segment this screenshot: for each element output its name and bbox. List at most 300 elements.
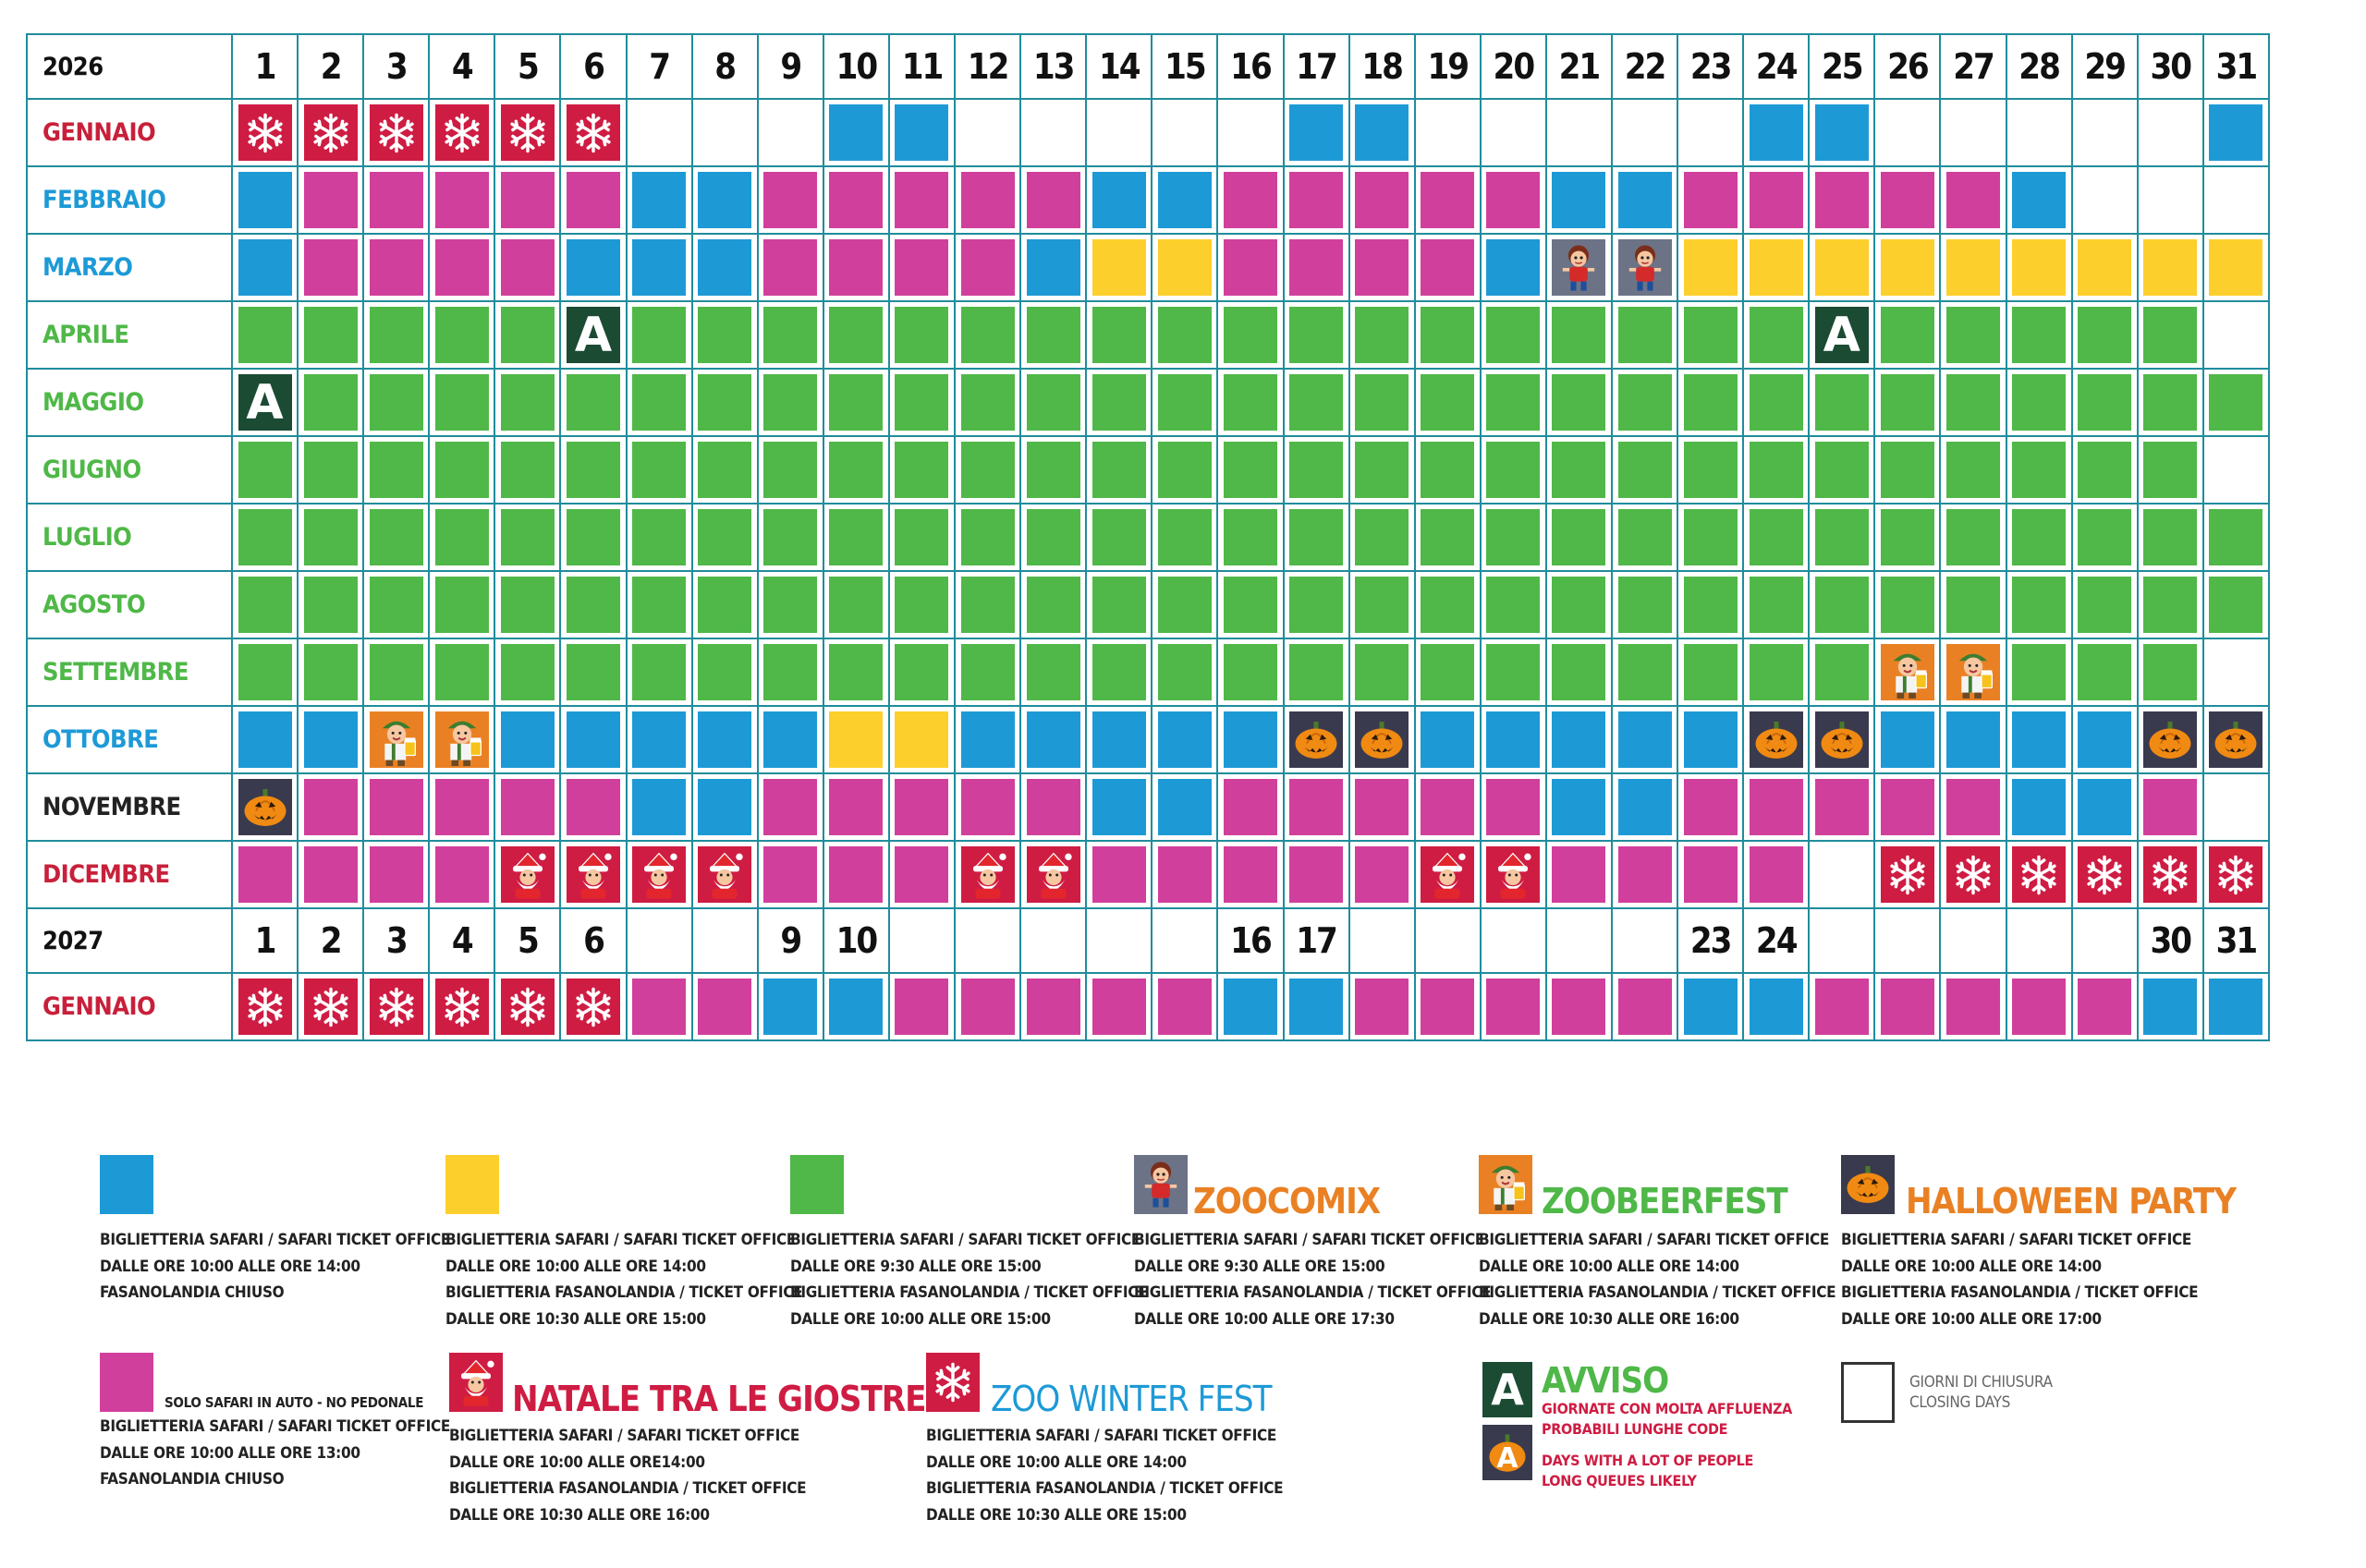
- winter-fest-day: [2209, 846, 2262, 903]
- day-cell: [1874, 773, 1940, 841]
- day-cell: [1809, 773, 1874, 841]
- green-day: [763, 374, 817, 431]
- day-cell: [232, 638, 298, 706]
- day-cell: [1152, 638, 1217, 706]
- day-cell: [298, 301, 363, 369]
- day-cell: [1217, 841, 1283, 908]
- day-cell: [1284, 504, 1349, 571]
- natale-day: [961, 846, 1015, 903]
- day-cell: [560, 234, 626, 301]
- magenta-day: [1224, 172, 1277, 228]
- day-number: 10: [823, 908, 889, 973]
- green-day: [2012, 509, 2066, 565]
- month-label: OTTOBRE: [27, 706, 232, 773]
- day-cell: [429, 369, 494, 436]
- day-number: [2072, 908, 2138, 973]
- legend-line: DALLE ORE 10:00 ALLE ORE 13:00: [100, 1443, 360, 1463]
- santa-glyph: [1031, 850, 1077, 900]
- green-day: [1684, 307, 1738, 363]
- magenta-day: [304, 239, 358, 296]
- day-number: 2: [298, 34, 363, 99]
- green-day: [1946, 442, 2000, 498]
- day-cell: [560, 436, 626, 504]
- day-cell: [627, 369, 692, 436]
- blue-day: [1486, 711, 1540, 768]
- month-label: MARZO: [27, 234, 232, 301]
- legend-winterfest-title: ZOO WINTER FEST: [991, 1379, 1272, 1419]
- day-cell: [758, 841, 823, 908]
- green-day: [567, 509, 620, 565]
- green-day: [1421, 509, 1474, 565]
- day-cell: [1284, 706, 1349, 773]
- day-cell: [232, 166, 298, 234]
- day-cell: [1481, 773, 1546, 841]
- day-cell: [627, 301, 692, 369]
- day-cell: [1349, 973, 1415, 1040]
- beer-icon: [1479, 1155, 1532, 1214]
- green-day: [829, 577, 883, 633]
- day-cell: [1546, 369, 1612, 436]
- day-cell: [1940, 973, 2006, 1040]
- day-cell: [232, 706, 298, 773]
- closed-day: [1086, 99, 1152, 166]
- green-day: [1815, 577, 1869, 633]
- blue-day: [2012, 711, 2066, 768]
- day-number: 5: [494, 908, 560, 973]
- green-day: [1027, 644, 1080, 700]
- day-cell: [1349, 301, 1415, 369]
- green-day: [238, 509, 292, 565]
- blue-day: [2012, 779, 2066, 835]
- month-row: [27, 504, 2269, 571]
- snowflake-glyph: [310, 986, 352, 1028]
- day-cell: [1546, 166, 1612, 234]
- day-cell: [1349, 841, 1415, 908]
- green-day: [1355, 374, 1409, 431]
- green-day: [1158, 644, 1212, 700]
- green-day: [1224, 644, 1277, 700]
- magenta-day: [1881, 779, 1934, 835]
- day-cell: [494, 436, 560, 504]
- day-cell: [823, 166, 889, 234]
- day-cell: [1809, 504, 1874, 571]
- day-cell: [1809, 234, 1874, 301]
- day-cell: [2072, 369, 2138, 436]
- halloween-day: [1815, 711, 1869, 768]
- day-cell: [955, 369, 1020, 436]
- green-day: [2012, 577, 2066, 633]
- green-day: [763, 442, 817, 498]
- legend-line: BIGLIETTERIA FASANOLANDIA / TICKET OFFICE: [1134, 1283, 1492, 1302]
- green-day: [895, 307, 948, 363]
- day-number: [1481, 908, 1546, 973]
- magenta-day: [1815, 978, 1869, 1035]
- day-number: [1349, 908, 1415, 973]
- green-day: [1618, 374, 1672, 431]
- day-number: 25: [1809, 34, 1874, 99]
- day-cell: [2138, 706, 2203, 773]
- green-day: [698, 374, 751, 431]
- winter-fest-day: [1881, 846, 1934, 903]
- month-label: NOVEMBRE: [27, 773, 232, 841]
- day-cell: [1809, 571, 1874, 638]
- day-cell: [363, 973, 429, 1040]
- day-cell: [627, 166, 692, 234]
- green-day: [304, 509, 358, 565]
- magenta-day: [370, 846, 423, 903]
- santa-glyph: [1424, 850, 1470, 900]
- green-day: [829, 374, 883, 431]
- santa-glyph: [1490, 850, 1536, 900]
- day-number: 30: [2138, 34, 2203, 99]
- day-cell: [1020, 436, 1086, 504]
- day-cell: [1020, 234, 1086, 301]
- day-cell: [1284, 436, 1349, 504]
- green-day: [1486, 644, 1540, 700]
- legend-winterfest-text: [926, 1423, 1283, 1528]
- day-cell: [1743, 841, 1809, 908]
- day-cell: [1612, 841, 1677, 908]
- pumpkin-icon: [1841, 1155, 1895, 1214]
- month-label: SETTEMBRE: [27, 638, 232, 706]
- day-cell: [1152, 973, 1217, 1040]
- day-cell: [1086, 369, 1152, 436]
- day-cell: [429, 234, 494, 301]
- snowflake-glyph: [1886, 854, 1929, 896]
- day-number: [955, 908, 1020, 973]
- magenta-day: [1618, 978, 1672, 1035]
- day-cell: [955, 638, 1020, 706]
- month-label: LUGLIO: [27, 504, 232, 571]
- day-cell: [955, 166, 1020, 234]
- day-cell: [627, 571, 692, 638]
- closed-day: [1677, 99, 1743, 166]
- blue-day: [1289, 104, 1343, 161]
- month-label: GENNAIO: [27, 99, 232, 166]
- legend-zoobeerfest-text: [1479, 1227, 1835, 1332]
- yellow-day: [1158, 239, 1212, 296]
- closed-day: [1940, 99, 2006, 166]
- green-day: [1092, 374, 1146, 431]
- day-cell: [1809, 99, 1874, 166]
- day-cell: [2072, 638, 2138, 706]
- green-day: [1158, 509, 1212, 565]
- day-cell: [1415, 638, 1481, 706]
- day-cell: [692, 571, 758, 638]
- day-cell: [429, 841, 494, 908]
- blue-day: [632, 711, 686, 768]
- closed-day: [2006, 99, 2072, 166]
- month-row: [27, 369, 2269, 436]
- green-day: [1881, 374, 1934, 431]
- magenta-day: [895, 978, 948, 1035]
- day-cell: [429, 973, 494, 1040]
- day-cell: [955, 234, 1020, 301]
- day-cell: [2006, 841, 2072, 908]
- halloween-day: [2143, 711, 2197, 768]
- day-cell: [2006, 773, 2072, 841]
- day-cell: [1677, 436, 1743, 504]
- legend-line: BIGLIETTERIA FASANOLANDIA / TICKET OFFICE: [790, 1283, 1148, 1302]
- snowflake-glyph: [506, 986, 549, 1028]
- day-cell: [758, 166, 823, 234]
- day-cell: [955, 841, 1020, 908]
- green-day: [304, 644, 358, 700]
- day-cell: [1284, 841, 1349, 908]
- green-day: [632, 307, 686, 363]
- day-cell: [298, 571, 363, 638]
- magenta-day: [1552, 978, 1605, 1035]
- legend-line: GIORNATE CON MOLTA AFFLUENZA: [1542, 1400, 1792, 1417]
- winter-fest-day: [435, 104, 489, 161]
- green-day: [501, 644, 555, 700]
- day-cell: [1677, 841, 1743, 908]
- year-header-row: [27, 908, 2269, 973]
- green-day: [2012, 307, 2066, 363]
- green-day: [2143, 509, 2197, 565]
- green-day: [2209, 577, 2262, 633]
- magenta-day: [1684, 172, 1738, 228]
- day-cell: [2072, 973, 2138, 1040]
- day-cell: [1874, 571, 1940, 638]
- magenta-day: [1355, 172, 1409, 228]
- day-cell: [1284, 301, 1349, 369]
- halloween-day: [1355, 711, 1409, 768]
- day-cell: [2203, 369, 2269, 436]
- green-day: [435, 577, 489, 633]
- legend-line: BIGLIETTERIA SAFARI / SAFARI TICKET OFFICE: [100, 1231, 451, 1249]
- snowflake-glyph: [572, 986, 615, 1028]
- green-day: [1552, 307, 1605, 363]
- green-day: [1946, 577, 2000, 633]
- day-cell: [627, 638, 692, 706]
- legend-halloween: [1841, 1155, 2236, 1332]
- blue-day: [567, 711, 620, 768]
- green-day: [238, 644, 292, 700]
- day-cell: [2203, 99, 2269, 166]
- day-cell: [2138, 571, 2203, 638]
- day-cell: [1612, 436, 1677, 504]
- magenta-day: [1224, 239, 1277, 296]
- green-day: [1027, 374, 1080, 431]
- day-cell: [627, 234, 692, 301]
- magenta-day: [1946, 779, 2000, 835]
- magenta-day: [895, 846, 948, 903]
- day-cell: [2203, 234, 2269, 301]
- winter-fest-day: [567, 104, 620, 161]
- green-day: [304, 442, 358, 498]
- yellow-day: [2143, 239, 2197, 296]
- day-cell: [692, 973, 758, 1040]
- green-day: [370, 374, 423, 431]
- legend-avviso: [1482, 1362, 1792, 1491]
- day-cell: [1612, 234, 1677, 301]
- day-cell: [955, 301, 1020, 369]
- green-day: [1815, 509, 1869, 565]
- legend-line: DALLE ORE 10:00 ALLE ORE 14:00: [100, 1257, 360, 1276]
- day-cell: [1284, 99, 1349, 166]
- day-cell: [494, 166, 560, 234]
- green-day: [698, 442, 751, 498]
- magenta-day: [238, 846, 292, 903]
- green-day: [2078, 374, 2131, 431]
- day-cell: [889, 234, 955, 301]
- day-number: 29: [2072, 34, 2138, 99]
- blue-day: [1289, 978, 1343, 1035]
- blue-day: [501, 711, 555, 768]
- day-cell: [955, 571, 1020, 638]
- day-cell: [758, 973, 823, 1040]
- day-number: 10: [823, 34, 889, 99]
- green-day: [1881, 509, 1934, 565]
- day-cell: [1415, 841, 1481, 908]
- day-number: [627, 908, 692, 973]
- month-label: MAGGIO: [27, 369, 232, 436]
- day-cell: [1086, 166, 1152, 234]
- green-day: [1684, 577, 1738, 633]
- day-cell: [1020, 571, 1086, 638]
- day-cell: [1217, 436, 1283, 504]
- magenta-day: [1027, 172, 1080, 228]
- day-cell: [1152, 436, 1217, 504]
- santa-glyph: [636, 850, 682, 900]
- green-day: [1618, 644, 1672, 700]
- day-cell: [1481, 369, 1546, 436]
- magenta-day: [1946, 978, 2000, 1035]
- winter-fest-day: [2143, 846, 2197, 903]
- green-day: [2078, 509, 2131, 565]
- legend-line: BIGLIETTERIA FASANOLANDIA / TICKET OFFICE: [1479, 1283, 1836, 1302]
- day-cell: [2203, 706, 2269, 773]
- green-day: [961, 644, 1015, 700]
- day-cell: [560, 99, 626, 166]
- day-cell: [298, 973, 363, 1040]
- day-number: [1940, 908, 2006, 973]
- legend-line: BIGLIETTERIA FASANOLANDIA / TICKET OFFICE: [1841, 1283, 2199, 1302]
- winter-fest-day: [304, 978, 358, 1035]
- day-cell: [889, 369, 955, 436]
- day-cell: [1020, 973, 1086, 1040]
- day-cell: [2203, 504, 2269, 571]
- day-number: 9: [758, 34, 823, 99]
- magenta-day: [961, 779, 1015, 835]
- day-cell: [955, 773, 1020, 841]
- day-cell: [1086, 973, 1152, 1040]
- day-cell: [2203, 841, 2269, 908]
- day-cell: [1677, 773, 1743, 841]
- green-day: [895, 442, 948, 498]
- closed-day: [1020, 99, 1086, 166]
- magenta-day: [961, 978, 1015, 1035]
- magenta-day: [1552, 846, 1605, 903]
- snowflake-glyph: [506, 112, 549, 154]
- green-day: [829, 644, 883, 700]
- day-cell: [1481, 234, 1546, 301]
- day-cell: [1284, 166, 1349, 234]
- month-row: [27, 773, 2269, 841]
- day-cell: [429, 436, 494, 504]
- winter-fest-day: [238, 104, 292, 161]
- magenta-day: [829, 239, 883, 296]
- day-number: 3: [363, 34, 429, 99]
- magenta-day: [1289, 239, 1343, 296]
- day-cell: [1874, 638, 1940, 706]
- blue-day: [698, 239, 751, 296]
- legend-avviso-title: AVVISO: [1542, 1360, 1669, 1401]
- legend-line: BIGLIETTERIA SAFARI / SAFARI TICKET OFFICE: [449, 1427, 800, 1445]
- green-day: [1552, 442, 1605, 498]
- blue-day: [2143, 978, 2197, 1035]
- green-day: [2209, 374, 2262, 431]
- santa-glyph: [570, 850, 616, 900]
- day-cell: [1743, 504, 1809, 571]
- avviso-day: A: [567, 307, 620, 363]
- pumpkin-glyph: [1753, 719, 1799, 761]
- day-cell: [2006, 638, 2072, 706]
- green-day: [763, 307, 817, 363]
- day-cell: [363, 841, 429, 908]
- avviso-day: A: [1815, 307, 1869, 363]
- day-number: 8: [692, 34, 758, 99]
- day-cell: [1349, 571, 1415, 638]
- blue-day: [238, 239, 292, 296]
- day-cell: [298, 841, 363, 908]
- day-cell: [429, 99, 494, 166]
- day-cell: [1020, 166, 1086, 234]
- day-number: 17: [1284, 34, 1349, 99]
- day-cell: [1284, 973, 1349, 1040]
- blue-day: [2209, 978, 2262, 1035]
- blue-day: [1552, 172, 1605, 228]
- green-day: [238, 577, 292, 633]
- green-day: [961, 374, 1015, 431]
- green-day: [1552, 509, 1605, 565]
- natale-day: [501, 846, 555, 903]
- legend-line: DALLE ORE 10:00 ALLE ORE 14:00: [1841, 1257, 2102, 1276]
- day-cell: [889, 99, 955, 166]
- day-cell: [1743, 166, 1809, 234]
- day-cell: [2006, 234, 2072, 301]
- day-number: 5: [494, 34, 560, 99]
- day-cell: [1481, 436, 1546, 504]
- day-cell: [2072, 234, 2138, 301]
- day-cell: [1546, 706, 1612, 773]
- green-day: [1684, 442, 1738, 498]
- blue-day: [304, 711, 358, 768]
- day-cell: [2072, 841, 2138, 908]
- closed-day: [2203, 166, 2269, 234]
- day-cell: [1415, 706, 1481, 773]
- day-cell: [560, 706, 626, 773]
- day-cell: [1217, 706, 1283, 773]
- green-day: [1027, 509, 1080, 565]
- day-cell: [627, 706, 692, 773]
- day-number: [1612, 908, 1677, 973]
- green-day: [2078, 442, 2131, 498]
- green-day: [304, 374, 358, 431]
- day-cell: [1020, 841, 1086, 908]
- legend-zoocomix-text: [1134, 1227, 1491, 1332]
- closed-day: [1152, 99, 1217, 166]
- day-cell: [2006, 504, 2072, 571]
- green-day: [1486, 577, 1540, 633]
- green-day: [501, 577, 555, 633]
- day-cell: [429, 638, 494, 706]
- magenta-day: [567, 172, 620, 228]
- day-cell: [2138, 234, 2203, 301]
- day-cell: [889, 571, 955, 638]
- day-number: [1809, 908, 1874, 973]
